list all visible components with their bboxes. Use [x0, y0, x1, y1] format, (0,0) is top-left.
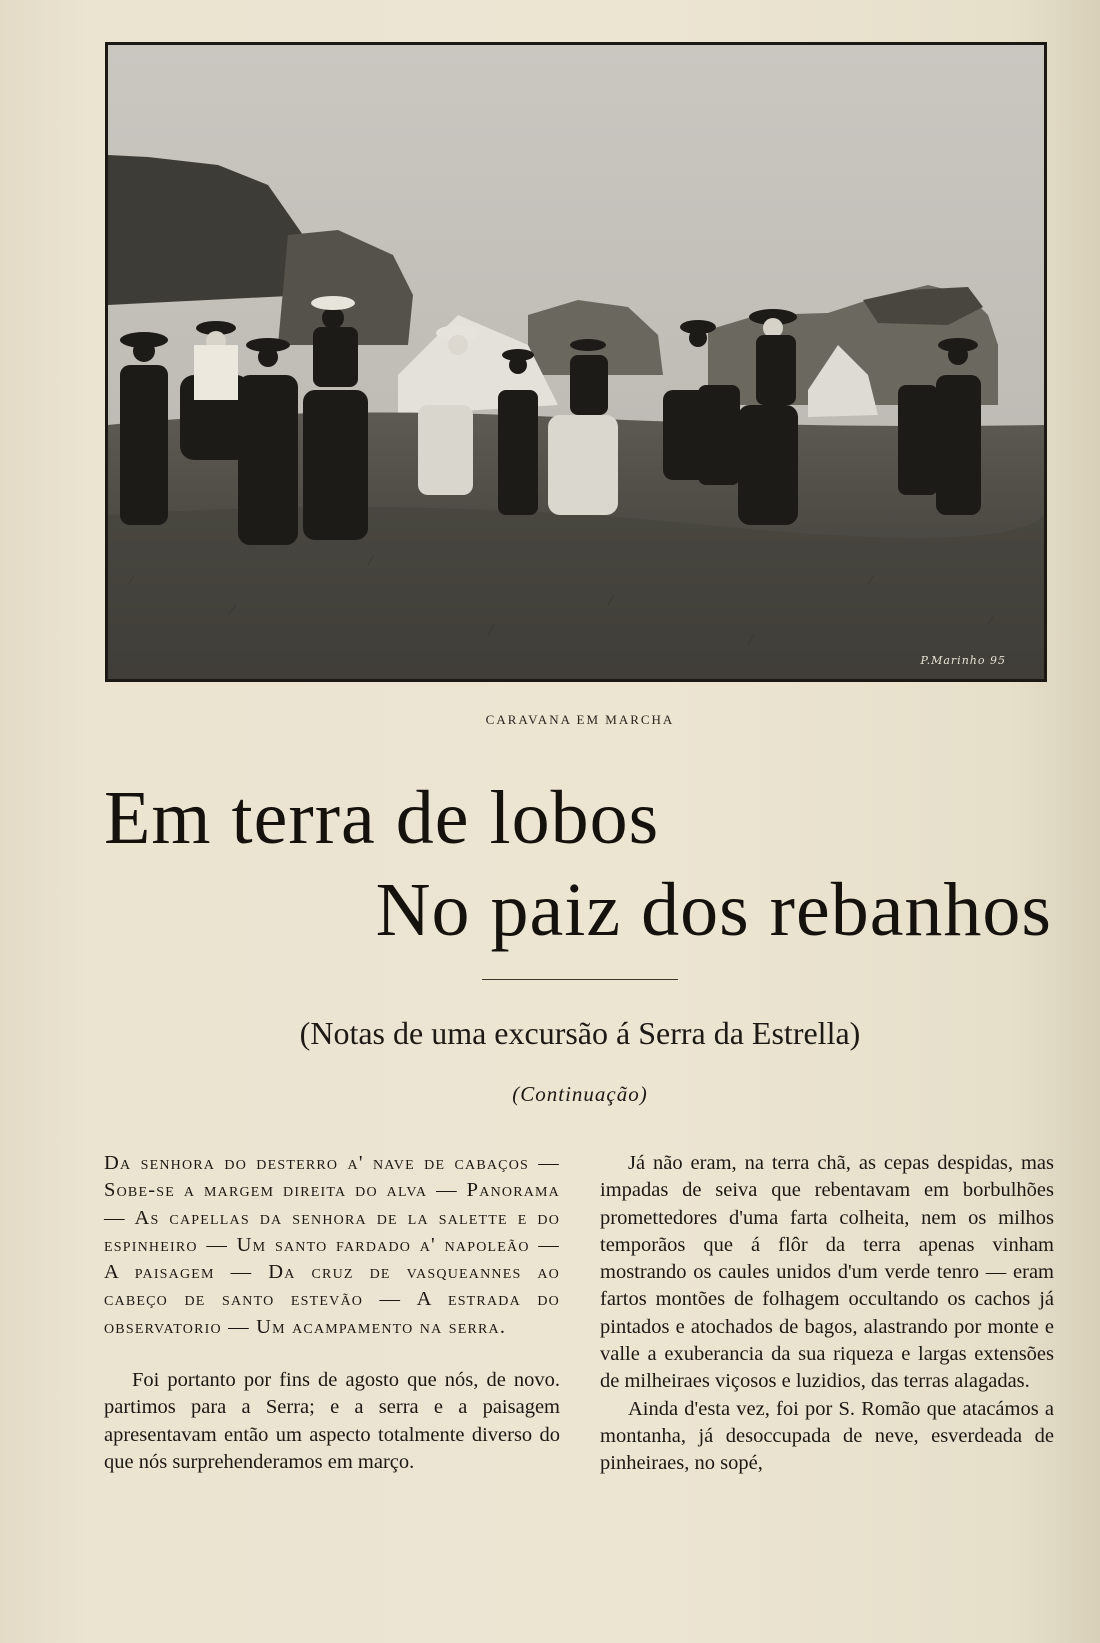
left-paragraph: Foi portanto por fins de agosto que nós, de novo. partimos para a Serra; e a serra e a paisagem apresentavam então um aspecto totalmente diverso do que nós surprehenderamos em março. [104, 1369, 560, 1473]
caravan-photograph [105, 42, 1047, 682]
right-paragraph-1: Já não eram, na terra chã, as cepas despidas, mas impadas de seiva que rebentavam em borbulhões promettedores d'uma farta colheita, nem os milhos temporãos que á flôr da terra apenas vinham mostrando os caules unidos d'um verde tenro — eram fartos montões de folhagem occultando os cachos já pintados e atochados de bagos, alastrando por monte e valle a exuberancia da sua riqueza e largas extensões de milheiraes viçosos e luzidios, das terras alagadas. [600, 1152, 1054, 1393]
photo-caption: CARAVANA EM MARCHA [485, 712, 675, 727]
photographer-signature: P.Marinho 95 [920, 654, 1006, 667]
article-title-line-2: No paiz dos rebanhos [375, 868, 1052, 952]
right-column [600, 1150, 1054, 1478]
continuation-note: (Continuação) [512, 1082, 648, 1106]
caravan-photo-illustration [108, 45, 1044, 679]
left-column [104, 1150, 560, 1476]
title-divider [482, 979, 678, 980]
article-subtitle: (Notas de uma excursão á Serra da Estrella) [299, 1015, 861, 1051]
right-paragraph-2: Ainda d'esta vez, foi por S. Romão que atacámos a montanha, já desoccupada de neve, esverdeada de pinheiraes, no sopé, [600, 1397, 1054, 1475]
article-title-line-1: Em terra de lobos [104, 776, 660, 860]
chapter-summary: Da senhora do desterro a' nave de cabaços — Sobe-se a margem direita do alva — Panorama — As capellas da senhora de la salette e do espinheiro — Um santo fardado a' napoleão — A paisagem — Da cruz de vasqueannes ao cabeço de santo estevão — A estrada do observatorio — Um acampamento na serra. [104, 1152, 560, 1338]
